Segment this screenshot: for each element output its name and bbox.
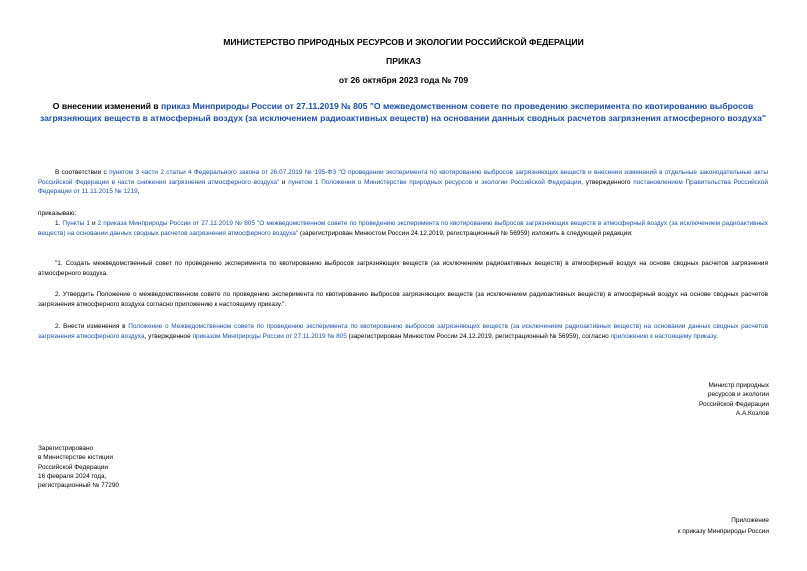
appendix-heading bbox=[678, 516, 769, 537]
appendix-line-2: к приказу Минприроды России bbox=[677, 527, 769, 535]
signature-line-3: Российской Федерации bbox=[698, 400, 769, 408]
preamble-link-regulation[interactable]: пунктом 1 Положения о Министерстве природных ресурсов и экологии Российской Федерации bbox=[288, 178, 582, 186]
quote-paragraph-2: 2. Утвердить Положение о межведомственном совете по проведению эксперимента по квотированию выбросов загрязняющих веществ (за исключением радиоактивных веществ) в атмосферный воздух на основе сводных расчетов загрязнения атмосферного воздуха согласно приложению к настоящему приказу.". bbox=[38, 291, 768, 308]
item-1-link-order[interactable]: 2 приказа Минприроды России от 27.11.2019 № 805 "О межведомственном совете по проведению эксперимента по квотированию выбросов загрязняющих веществ в атмосферный воздух (за исключением радиоактивных веществ) на основании данных сводных расчетов загрязнения атмосферного воздуха" bbox=[38, 220, 769, 237]
item-2-link-appendix[interactable]: приложению к настоящему приказу bbox=[610, 332, 716, 340]
item-2-text-2: , утвержденное bbox=[144, 332, 193, 340]
order-word: приказываю: bbox=[38, 210, 77, 217]
preamble-text-2: и bbox=[279, 178, 289, 186]
title-prefix: О внесении изменений в bbox=[52, 101, 161, 111]
item-1-text-3: (зарегистрирован Минюстом России 24.12.2019, регистрационный № 56959) изложить в следующей редакции: bbox=[298, 229, 633, 237]
signature-name: А.А.Козлов bbox=[735, 409, 769, 417]
item-2-link-order[interactable]: приказом Минприроды России от 27.11.2019 № 805 bbox=[192, 332, 347, 340]
signature-line-2: ресурсов и экологии bbox=[707, 391, 769, 399]
preamble-text-3: , утвержденного bbox=[581, 178, 634, 186]
document-type: ПРИКАЗ bbox=[386, 56, 421, 66]
item-2-paragraph bbox=[38, 322, 768, 341]
document-title bbox=[38, 101, 768, 124]
registration-number: регистрационный № 77290 bbox=[38, 482, 120, 490]
registration-date: 16 февраля 2024 года, bbox=[38, 472, 107, 480]
quote-paragraph-1: "1. Создать межведомственный совет по проведению эксперимента по квотированию выбросов загрязняющих веществ (за исключением радиоактивных веществ) в атмосферный воздух на основе сводных расчетов загрязнения атмосферного воздуха. bbox=[38, 260, 768, 277]
item-2-text-3: (зарегистрирован Минюстом России 24.12.2019, регистрационный № 56959), согласно bbox=[346, 332, 611, 340]
title-link[interactable]: приказ Минприроды России от 27.11.2019 № 805 "О межведомственном совете по проведению эксперимента по квотированию выбросов загрязняющих веществ в атмосферный воздух (за исключением радиоактивных веществ) на основании данных сводных расчетов загрязнения атмосферного воздуха" bbox=[39, 101, 767, 123]
signature-line-1: Министр природных bbox=[708, 382, 769, 389]
signature-block bbox=[699, 381, 769, 418]
preamble-paragraph bbox=[38, 168, 768, 197]
registration-line-1: Зарегистрировано bbox=[38, 445, 94, 452]
item-2-link-regulation[interactable]: Положение о Межведомственном совете по проведению эксперимента по квотированию выбросов загрязняющих веществ (за исключением радиоактивных веществ) на основании данных сводных расчетов загрязнения атмосферного воздуха bbox=[38, 323, 768, 340]
appendix-line-1: Приложение bbox=[731, 517, 769, 524]
ministry-heading: МИНИСТЕРСТВО ПРИРОДНЫХ РЕСУРСОВ И ЭКОЛОГИИ РОССИЙСКОЙ ФЕДЕРАЦИИ bbox=[223, 37, 584, 47]
item-2-text-1: 2. Внести изменения в bbox=[55, 323, 129, 330]
registration-line-2: в Министерстве юстиции bbox=[38, 454, 113, 462]
item-1-link-points[interactable]: Пункты 1 bbox=[62, 220, 90, 227]
date-number: от 26 октября 2023 года № 709 bbox=[338, 75, 469, 85]
item-1-paragraph bbox=[38, 219, 768, 238]
preamble-link-resolution[interactable]: постановлением Правительства Российской Федерации от 11.11.2015 № 1219 bbox=[38, 178, 768, 196]
registration-block bbox=[38, 444, 119, 490]
item-1-text-1: 1. bbox=[55, 220, 63, 227]
preamble-link-law[interactable]: пунктом 3 части 2 статьи 4 Федерального закона от 26.07.2019 № 195-ФЗ "О проведении эксперимента по квотированию выбросов загрязняющих веществ и внесении изменений в отдельные законодательные акты Российской Федерации в части снижения загрязнения атмосферного воздуха" bbox=[38, 169, 768, 186]
preamble-text-1: В соответствии с bbox=[55, 169, 110, 176]
preamble-text-4: , bbox=[137, 188, 140, 196]
registration-line-3: Российской Федерации bbox=[38, 463, 109, 471]
item-1-text-2: и bbox=[89, 220, 98, 227]
item-2-text-4: . bbox=[715, 332, 718, 340]
